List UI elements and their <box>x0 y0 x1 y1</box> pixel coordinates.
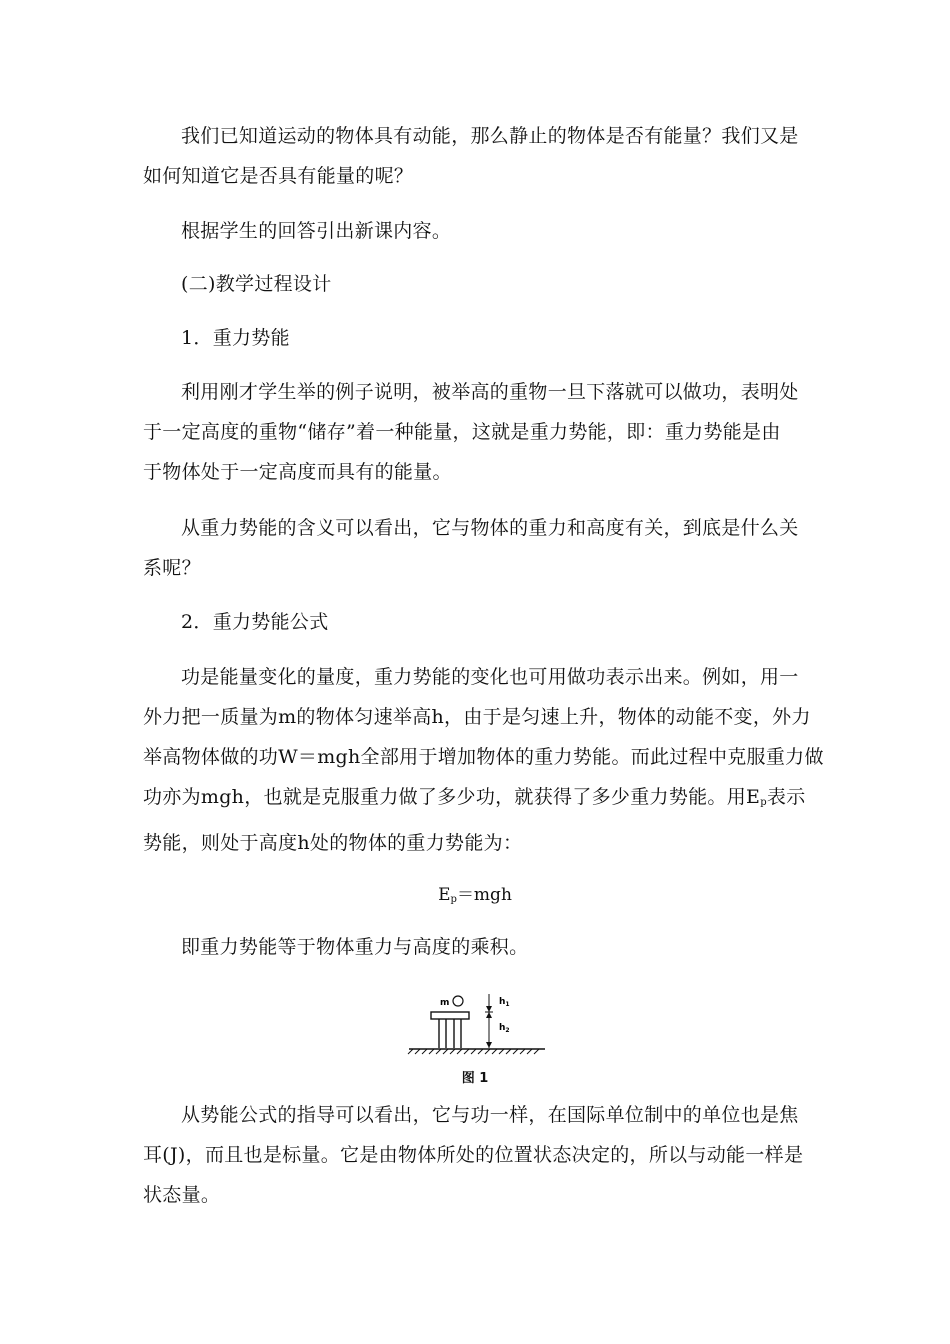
arrow-head-icon <box>486 1012 492 1018</box>
text-line: 根据学生的回答引出新课内容。 <box>181 220 452 242</box>
subsection-heading-1 <box>143 318 803 358</box>
text-line: (二)教学过程设计 <box>181 273 332 295</box>
text-line: 从重力势能的含义可以看出，它与物体的重力和高度有关，到底是什么关 <box>181 517 799 539</box>
arrow-head-icon <box>486 1006 492 1012</box>
text-line: 功亦为mgh，也就是克服重力做了多少功，就获得了多少重力势能。用$E_p$表示 <box>143 786 806 808</box>
text-line: 功是能量变化的量度，重力势能的变化也可用做功表示出来。例如，用一 <box>181 666 799 688</box>
text-line: 耳(J)，而且也是标量。它是由物体所处的位置状态决定的，所以与动能一样是 <box>143 1144 804 1166</box>
mass-label: m <box>440 998 450 1008</box>
text-line: 状态量。 <box>143 1184 221 1206</box>
text-line: 如何知道它是否具有能量的呢？ <box>143 165 414 187</box>
h2-label: $h_2$ <box>499 1023 510 1034</box>
paragraph-units <box>143 1095 803 1215</box>
text-line: 于物体处于一定高度而具有的能量。 <box>143 461 452 483</box>
text-line: 我们已知道运动的物体具有动能，那么静止的物体是否有能量？我们又是 <box>181 125 799 147</box>
mass-ball <box>453 996 463 1006</box>
text-line: 即重力势能等于物体重力与高度的乘积。 <box>181 936 529 958</box>
text-line: 利用刚才学生举的例子说明，被举高的重物一旦下落就可以做功，表明处 <box>181 381 799 403</box>
arrow-head-icon <box>486 1042 492 1048</box>
paragraph-formula-derivation <box>143 657 824 863</box>
text-line: 1．重力势能 <box>181 327 290 349</box>
text-line: 2．重力势能公式 <box>181 611 329 633</box>
paragraph-formula-meaning <box>143 927 803 967</box>
text-line: 外力把一质量为m的物体匀速举高h，由于是匀速上升，物体的动能不变，外力 <box>143 706 811 728</box>
paragraph-relation-question <box>143 508 803 588</box>
text-line: 举高物体做的功W＝mgh全部用于增加物体的重力势能。而此过程中克服重力做 <box>143 746 824 768</box>
height-diagram-figure <box>405 988 550 1068</box>
paragraph-intro-question <box>143 116 803 196</box>
section-heading <box>143 264 803 304</box>
text-line: 势能，则处于高度h处的物体的重力势能为： <box>143 832 523 854</box>
figure-caption: 图 1 <box>461 1071 489 1086</box>
text-line: 于一定高度的重物“储存”着一种能量，这就是重力势能，即：重力势能是由 <box>143 421 781 443</box>
text-line: 从势能公式的指导可以看出，它与功一样，在国际单位制中的单位也是焦 <box>181 1104 799 1126</box>
ground-hatching <box>408 1049 539 1054</box>
paragraph-definition <box>143 372 803 492</box>
subsection-heading-2 <box>143 602 803 642</box>
potential-energy-formula: $E_p=mgh$ <box>438 885 512 905</box>
h1-label: $h_1$ <box>499 997 510 1008</box>
table-top <box>431 1012 469 1019</box>
paragraph-lead-in <box>143 211 803 251</box>
text-line: 系呢？ <box>143 557 201 579</box>
